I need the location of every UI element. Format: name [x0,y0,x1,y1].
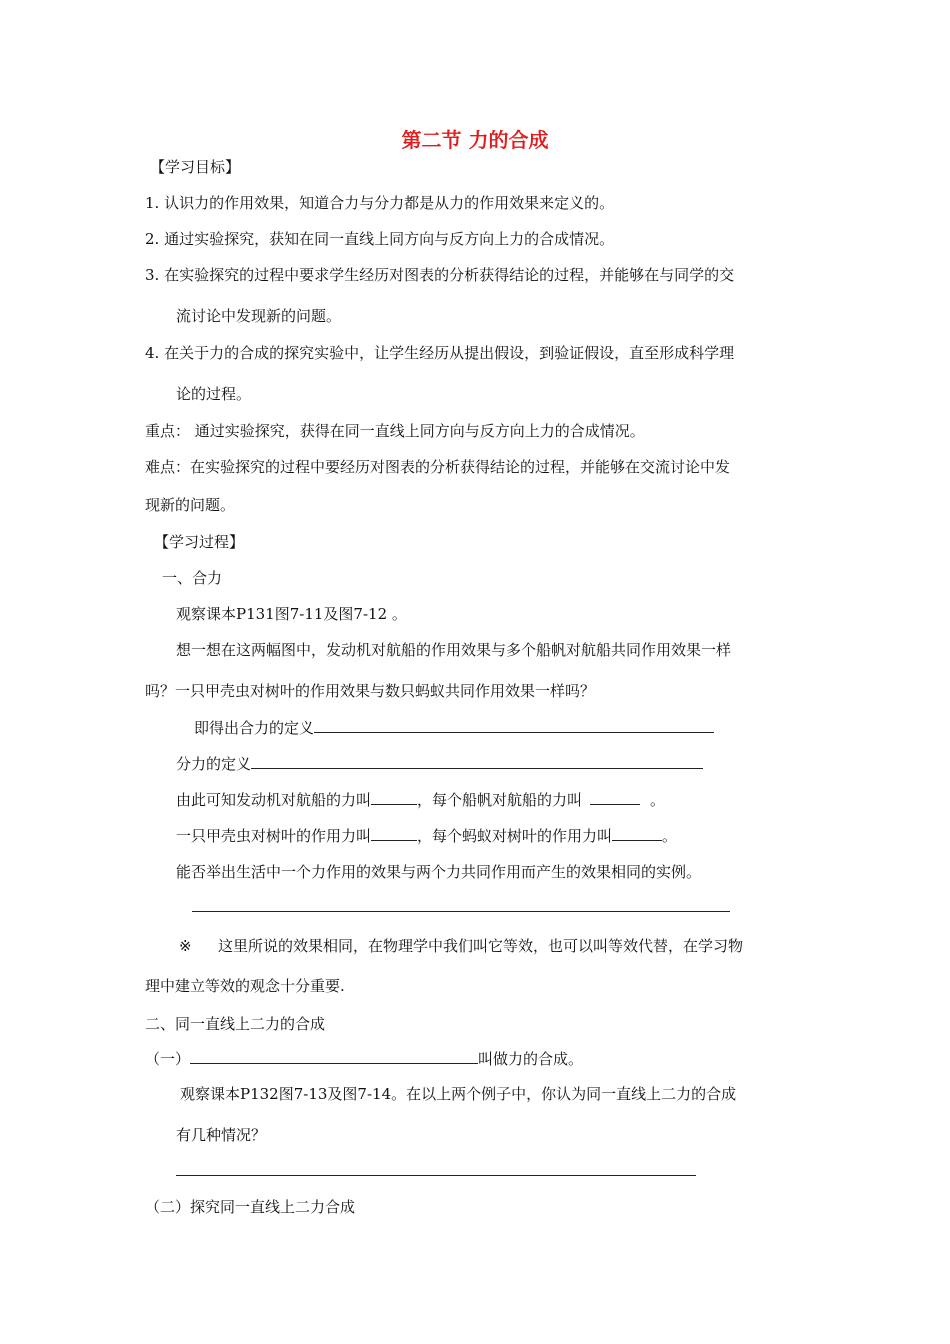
engine-sail-text-1: 由此可知发动机对航船的力叫 [176,791,372,809]
ant-force-blank[interactable] [612,826,662,841]
observe-textbook-2-cont: 有几种情况？ [176,1126,267,1144]
think-question: 想一想在这两幅图中，发动机对航船的作用效果与多个船帆对航船共同作用效果一样 [176,641,732,659]
equivalence-note-cont: 理中建立等效的观念十分重要. [145,977,345,995]
resultant-definition-blank[interactable] [314,718,714,733]
resultant-definition-label: 即得出合力的定义 [194,719,315,737]
equivalence-note: 这里所说的效果相同，在物理学中我们叫它等效，也可以叫等效代替，在学习物 [218,937,744,955]
example-answer-line[interactable] [192,911,730,912]
goal-item-1: 1. 认识力的作用效果，知道合力与分力都是从力的作用效果来定义的。 [145,194,615,212]
engine-sail-text-2: ，每个船帆对航船的力叫 [417,791,583,809]
think-question-cont: 吗？一只甲壳虫对树叶的作用效果与数只蚂蚁共同作用效果一样吗？ [145,682,596,700]
page-title: 第二节 力的合成 [401,128,549,152]
section-2-heading: 二、同一直线上二力的合成 [145,1015,326,1033]
goals-heading: 【学习目标】 [150,158,241,176]
engine-force-blank[interactable] [371,790,417,805]
difficulty-cont: 现新的问题。 [145,496,236,514]
sail-force-blank[interactable] [590,790,640,805]
beetle-ant-text-2: ，每个蚂蚁对树叶的作用力叫 [417,827,613,845]
goal-item-4: 4. 在关于力的合成的探究实验中，让学生经历从提出假设，到验证假设，直至形成科学理 [145,344,735,362]
difficulty: 难点：在实验探究的过程中要经历对图表的分析获得结论的过程，并能够在交流讨论中发 [145,458,731,476]
observe-textbook-1: 观察课本P131图7-11及图7-12 。 [176,605,407,623]
beetle-ant-question [176,825,677,847]
goal-item-2: 2. 通过实验探究，获知在同一直线上同方向与反方向上力的合成情况。 [145,230,615,248]
cases-answer-line[interactable] [176,1175,696,1176]
resultant-definition [194,717,714,739]
engine-sail-text-3: 。 [650,791,666,809]
process-heading: 【学习过程】 [154,533,245,551]
force-composition-definition [145,1048,583,1070]
component-definition-blank[interactable] [251,754,703,769]
composition-definition-blank[interactable] [190,1049,478,1064]
subsection-1-label: （一） [145,1050,191,1068]
subsection-2-heading: （二）探究同一直线上二力合成 [145,1198,356,1216]
key-point: 重点： 通过实验探究，获得在同一直线上同方向与反方向上力的合成情况。 [145,422,645,440]
beetle-ant-text-1: 一只甲壳虫对树叶的作用力叫 [176,827,372,845]
observe-textbook-2: 观察课本P132图7-13及图7-14。在以上两个例子中，你认为同一直线上二力的合成 [180,1085,737,1103]
example-question: 能否举出生活中一个力作用的效果与两个力共同作用而产生的效果相同的实例。 [176,863,702,881]
note-mark: ※ [179,937,192,955]
goal-item-3: 3. 在实验探究的过程中要求学生经历对图表的分析获得结论的过程，并能够在与同学的交 [145,266,735,284]
goal-item-4-cont: 论的过程。 [176,385,252,403]
component-definition-label: 分力的定义 [176,755,252,773]
composition-definition-suffix: 叫做力的合成。 [478,1050,584,1068]
beetle-force-blank[interactable] [371,826,417,841]
goal-item-3-cont: 流讨论中发现新的问题。 [176,307,342,325]
engine-sail-question [176,789,665,811]
component-definition [176,753,703,775]
section-1-heading: 一、合力 [162,569,223,587]
beetle-ant-text-3: 。 [662,827,678,845]
